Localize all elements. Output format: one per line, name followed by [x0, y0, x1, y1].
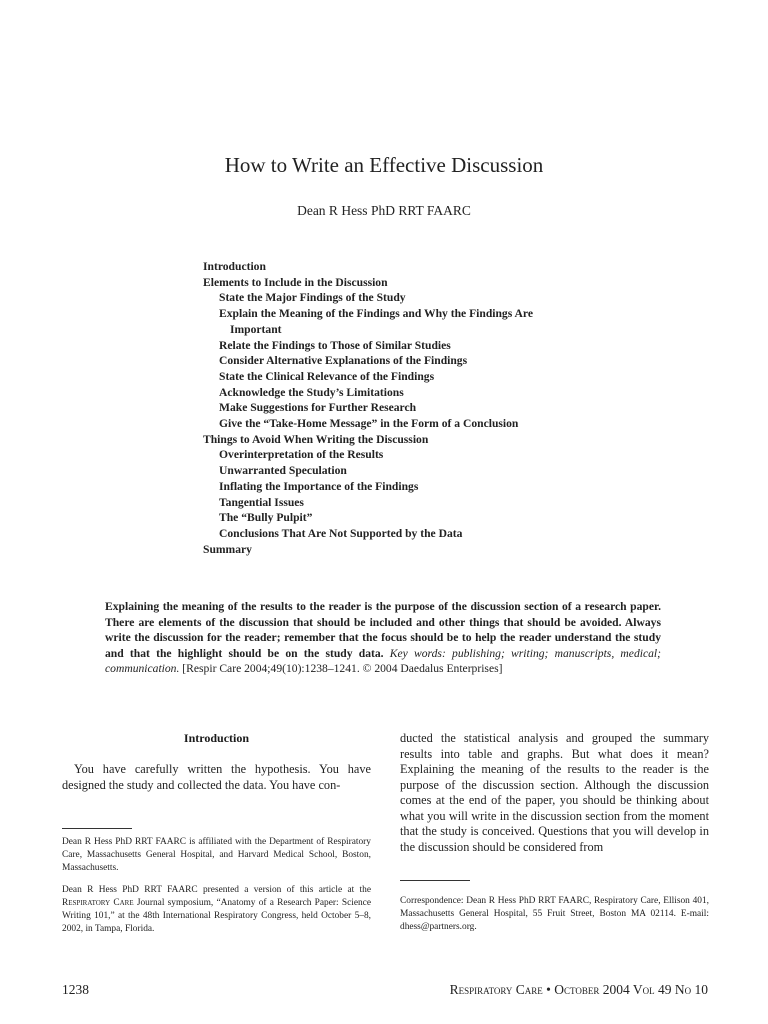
toc-item: Make Suggestions for Further Research: [219, 401, 417, 415]
abstract: [105, 599, 661, 677]
toc-item: Explain the Meaning of the Findings and Why the Findings Are: [219, 307, 533, 321]
table-of-contents: [203, 259, 623, 557]
article-author: Dean R Hess PhD RRT FAARC: [297, 203, 471, 218]
footnote-correspondence: Correspondence: Dean R Hess PhD RRT FAARC, Respiratory Care, Ellison 401, Massachusetts General Hospital, 55 Fruit Street, Boston MA 02114. E-mail: dhess@partners.org.: [400, 896, 709, 932]
footnote-affiliation: Dean R Hess PhD RRT FAARC is affiliated with the Department of Respiratory Care, Massachusetts General Hospital, and Harvard Medical School, Boston, Massachusetts.: [62, 837, 371, 873]
toc-item: The “Bully Pulpit”: [219, 511, 313, 525]
toc-item: Summary: [203, 542, 252, 556]
toc-item: Overinterpretation of the Results: [219, 448, 384, 462]
section-heading-introduction: Introduction: [183, 731, 250, 745]
footnote-presented: [62, 884, 371, 936]
article-title: How to Write an Effective Discussion: [224, 153, 544, 177]
footnote-presented-text: Dean R Hess PhD RRT FAARC presented a version of this article at the: [62, 885, 371, 895]
toc-item: State the Clinical Relevance of the Findings: [219, 369, 435, 383]
running-footer: Respiratory Care • October 2004 Vol 49 No 10: [449, 982, 708, 997]
intro-paragraph-left: You have carefully written the hypothesis. You have designed the study and collected the data. You have con-: [62, 762, 371, 792]
toc-item: State the Major Findings of the Study: [219, 291, 406, 305]
abstract-citation: [Respir Care 2004;49(10):1238–1241. © 2004 Daedalus Enterprises]: [182, 662, 503, 675]
toc-item: Important: [230, 322, 282, 336]
toc-item: Give the “Take-Home Message” in the Form of a Conclusion: [219, 417, 519, 431]
toc-item: Things to Avoid When Writing the Discussion: [203, 432, 429, 446]
footnote-divider: [62, 828, 132, 829]
footnote-journal-name: Respiratory Care: [62, 898, 134, 908]
abstract-keywords: Key words: publishing; writing; manuscripts, medical; communication.: [105, 646, 661, 675]
footnote-divider-right: [400, 880, 470, 881]
toc-item: Tangential Issues: [219, 495, 304, 509]
toc-item: Acknowledge the Study’s Limitations: [219, 385, 404, 399]
page-number: 1238: [62, 982, 89, 997]
toc-item: Elements to Include in the Discussion: [203, 275, 388, 289]
toc-item: Relate the Findings to Those of Similar Studies: [219, 338, 451, 352]
toc-item: Introduction: [203, 260, 266, 273]
toc-item: Unwarranted Speculation: [219, 464, 347, 478]
abstract-lead: Explaining the meaning of the results to the reader is the purpose of the discussion section of a research paper. There are elements of the discussion that should be included and other things that should be avoided. Always write the discussion for the reader; remember that the focus should be to help the reader understand the study and that the highlight should be on the study data.: [105, 600, 661, 660]
toc-item: Consider Alternative Explanations of the Findings: [219, 354, 468, 368]
toc-item: Conclusions That Are Not Supported by the Data: [219, 526, 463, 540]
intro-paragraph-right: ducted the statistical analysis and grouped the summary results into table and graphs. But what does it mean? Explaining the meaning of the results to the reader is the purpose of the discussion section. Although the discussion comes at the end of the paper, you should be thinking about what you will write in the discussion section from the moment that the study is conceived. Questions that you will develop in the discussion should be considered from: [400, 731, 709, 854]
toc-item: Inflating the Importance of the Findings: [219, 479, 419, 493]
footnote-presented-text-end: Journal symposium, “Anatomy of a Research Paper: Science Writing 101,” at the 48th International Respiratory Congress, held October 5–8, 2002, in Tampa, Florida.: [62, 898, 372, 934]
